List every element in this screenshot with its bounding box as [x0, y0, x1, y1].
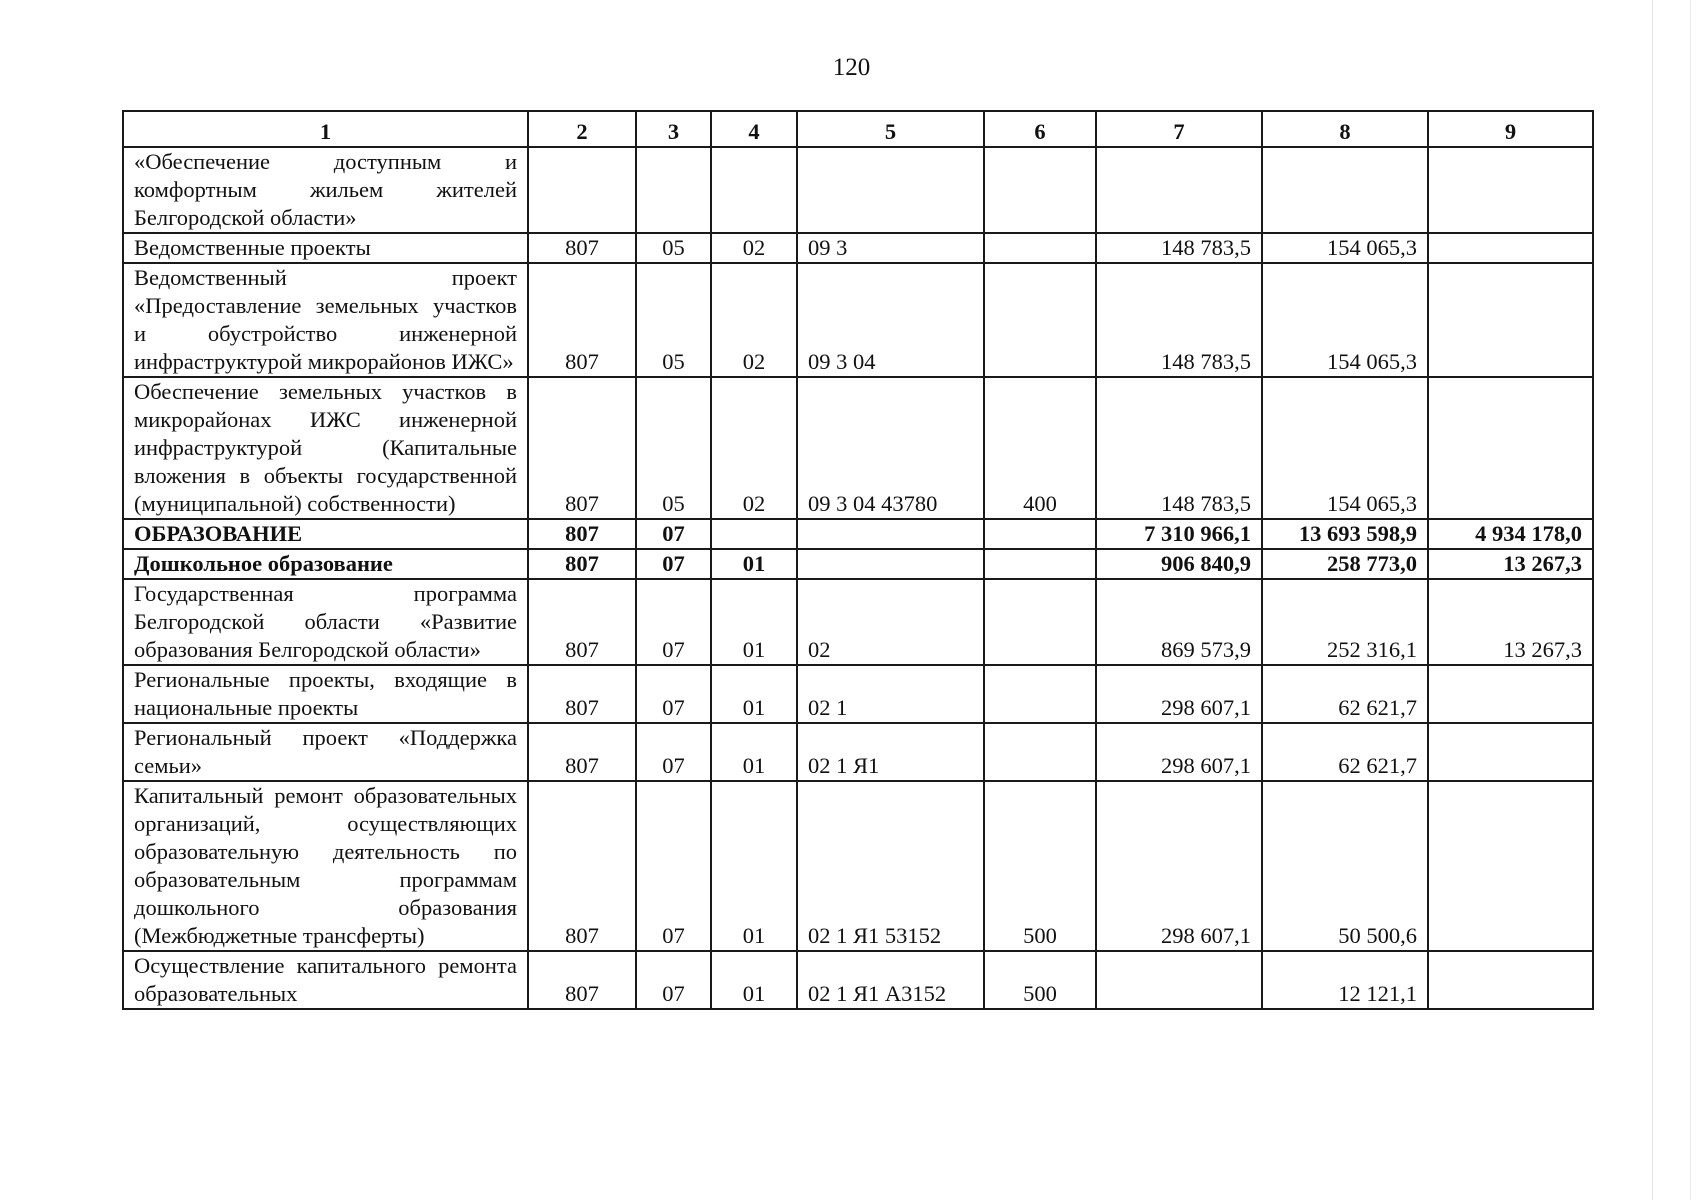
cell-amount-8: 62 621,7 [1262, 665, 1428, 723]
cell-section: 07 [636, 781, 711, 951]
table-row [123, 951, 1593, 1009]
cell-amount-9: 13 267,3 [1428, 579, 1593, 665]
cell-ministry-code: 807 [528, 519, 636, 549]
cell-subsection: 01 [711, 549, 797, 579]
cell-expense-type [984, 549, 1096, 579]
cell-expense-type [984, 723, 1096, 781]
cell-subsection: 01 [711, 665, 797, 723]
table-row [123, 665, 1593, 723]
cell-section: 05 [636, 233, 711, 263]
cell-subsection: 01 [711, 951, 797, 1009]
row-name: Дошкольное образование [123, 549, 528, 579]
cell-target-article [797, 549, 984, 579]
cell-amount-9 [1428, 147, 1593, 233]
table-row [123, 147, 1593, 233]
cell-section: 05 [636, 263, 711, 377]
cell-amount-9 [1428, 951, 1593, 1009]
header-col-9: 9 [1428, 111, 1593, 147]
header-col-3: 3 [636, 111, 711, 147]
table-row [123, 263, 1593, 377]
header-col-5: 5 [797, 111, 984, 147]
cell-amount-7: 298 607,1 [1096, 781, 1262, 951]
header-col-8: 8 [1262, 111, 1428, 147]
cell-section [636, 147, 711, 233]
cell-expense-type: 500 [984, 781, 1096, 951]
cell-amount-7 [1096, 147, 1262, 233]
header-col-7: 7 [1096, 111, 1262, 147]
table-row [123, 723, 1593, 781]
cell-amount-8: 12 121,1 [1262, 951, 1428, 1009]
cell-expense-type [984, 519, 1096, 549]
cell-amount-9 [1428, 233, 1593, 263]
header-col-4: 4 [711, 111, 797, 147]
cell-ministry-code: 807 [528, 951, 636, 1009]
cell-expense-type: 400 [984, 377, 1096, 519]
cell-ministry-code: 807 [528, 781, 636, 951]
cell-target-article: 02 1 Я1 [797, 723, 984, 781]
table-row-subsection-total [123, 549, 1593, 579]
cell-amount-8: 154 065,3 [1262, 377, 1428, 519]
header-col-1: 1 [123, 111, 528, 147]
cell-subsection [711, 147, 797, 233]
cell-amount-7: 298 607,1 [1096, 665, 1262, 723]
cell-ministry-code: 807 [528, 579, 636, 665]
page-number: 120 [832, 54, 871, 81]
cell-subsection: 01 [711, 579, 797, 665]
cell-target-article: 09 3 04 43780 [797, 377, 984, 519]
cell-ministry-code: 807 [528, 263, 636, 377]
cell-expense-type [984, 263, 1096, 377]
table-row [123, 377, 1593, 519]
cell-section: 07 [636, 951, 711, 1009]
cell-amount-8 [1262, 147, 1428, 233]
cell-section: 07 [636, 665, 711, 723]
header-col-2: 2 [528, 111, 636, 147]
cell-target-article: 09 3 [797, 233, 984, 263]
row-name: Обеспечение земельных участков в микрорайонах ИЖС инженерной инфраструктурой (Капитальные вложения в объекты государственной (муниципальной) собственности) [123, 377, 528, 519]
cell-amount-9 [1428, 781, 1593, 951]
row-name: Ведомственный проект «Предоставление земельных участков и обустройство инженерной инфраструктурой микрорайонов ИЖС» [123, 263, 528, 377]
cell-ministry-code: 807 [528, 377, 636, 519]
cell-amount-7 [1096, 951, 1262, 1009]
cell-expense-type [984, 147, 1096, 233]
cell-ministry-code: 807 [528, 723, 636, 781]
cell-target-article: 02 1 Я1 53152 [797, 781, 984, 951]
cell-subsection: 01 [711, 781, 797, 951]
cell-ministry-code: 807 [528, 665, 636, 723]
cell-amount-8: 154 065,3 [1262, 263, 1428, 377]
cell-amount-7: 869 573,9 [1096, 579, 1262, 665]
cell-section: 07 [636, 579, 711, 665]
cell-target-article: 02 1 [797, 665, 984, 723]
cell-section: 07 [636, 519, 711, 549]
table-row [123, 579, 1593, 665]
cell-amount-9 [1428, 377, 1593, 519]
table-row [123, 233, 1593, 263]
row-name: Капитальный ремонт образовательных организаций, осуществляющих образовательную деятельность по образовательным программам дошкольного образования (Межбюджетные трансферты) [123, 781, 528, 951]
row-name: Государственная программа Белгородской области «Развитие образования Белгородской области» [123, 579, 528, 665]
cell-expense-type [984, 233, 1096, 263]
cell-target-article: 02 [797, 579, 984, 665]
row-name: ОБРАЗОВАНИЕ [123, 519, 528, 549]
cell-subsection: 02 [711, 233, 797, 263]
cell-amount-8: 258 773,0 [1262, 549, 1428, 579]
cell-amount-9 [1428, 665, 1593, 723]
cell-amount-9: 4 934 178,0 [1428, 519, 1593, 549]
cell-amount-9 [1428, 263, 1593, 377]
cell-amount-8: 13 693 598,9 [1262, 519, 1428, 549]
cell-expense-type [984, 579, 1096, 665]
cell-target-article: 09 3 04 [797, 263, 984, 377]
cell-target-article: 02 1 Я1 А3152 [797, 951, 984, 1009]
cell-amount-8: 252 316,1 [1262, 579, 1428, 665]
budget-table [122, 110, 1594, 1010]
cell-section: 05 [636, 377, 711, 519]
cell-ministry-code: 807 [528, 233, 636, 263]
cell-amount-7: 7 310 966,1 [1096, 519, 1262, 549]
cell-amount-7: 148 783,5 [1096, 233, 1262, 263]
cell-amount-8: 50 500,6 [1262, 781, 1428, 951]
cell-amount-8: 154 065,3 [1262, 233, 1428, 263]
row-name: Региональный проект «Поддержка семьи» [123, 723, 528, 781]
scan-edge-line [1652, 0, 1653, 1200]
cell-ministry-code: 807 [528, 549, 636, 579]
table-row [123, 781, 1593, 951]
cell-amount-7: 298 607,1 [1096, 723, 1262, 781]
cell-subsection: 02 [711, 263, 797, 377]
cell-expense-type: 500 [984, 951, 1096, 1009]
cell-target-article [797, 147, 984, 233]
cell-amount-8: 62 621,7 [1262, 723, 1428, 781]
table-header-row [123, 111, 1593, 147]
row-name: «Обеспечение доступным и комфортным жильем жителей Белгородской области» [123, 147, 528, 233]
scan-edge-line [1690, 0, 1691, 1200]
cell-subsection: 01 [711, 723, 797, 781]
cell-amount-9: 13 267,3 [1428, 549, 1593, 579]
cell-amount-7: 148 783,5 [1096, 263, 1262, 377]
cell-amount-9 [1428, 723, 1593, 781]
cell-section: 07 [636, 723, 711, 781]
cell-subsection [711, 519, 797, 549]
cell-amount-7: 906 840,9 [1096, 549, 1262, 579]
row-name: Региональные проекты, входящие в национальные проекты [123, 665, 528, 723]
cell-ministry-code [528, 147, 636, 233]
table-row-section-total [123, 519, 1593, 549]
cell-subsection: 02 [711, 377, 797, 519]
row-name: Осуществление капитального ремонта образовательных [123, 951, 528, 1009]
cell-target-article [797, 519, 984, 549]
cell-expense-type [984, 665, 1096, 723]
cell-section: 07 [636, 549, 711, 579]
header-col-6: 6 [984, 111, 1096, 147]
row-name: Ведомственные проекты [123, 233, 528, 263]
cell-amount-7: 148 783,5 [1096, 377, 1262, 519]
